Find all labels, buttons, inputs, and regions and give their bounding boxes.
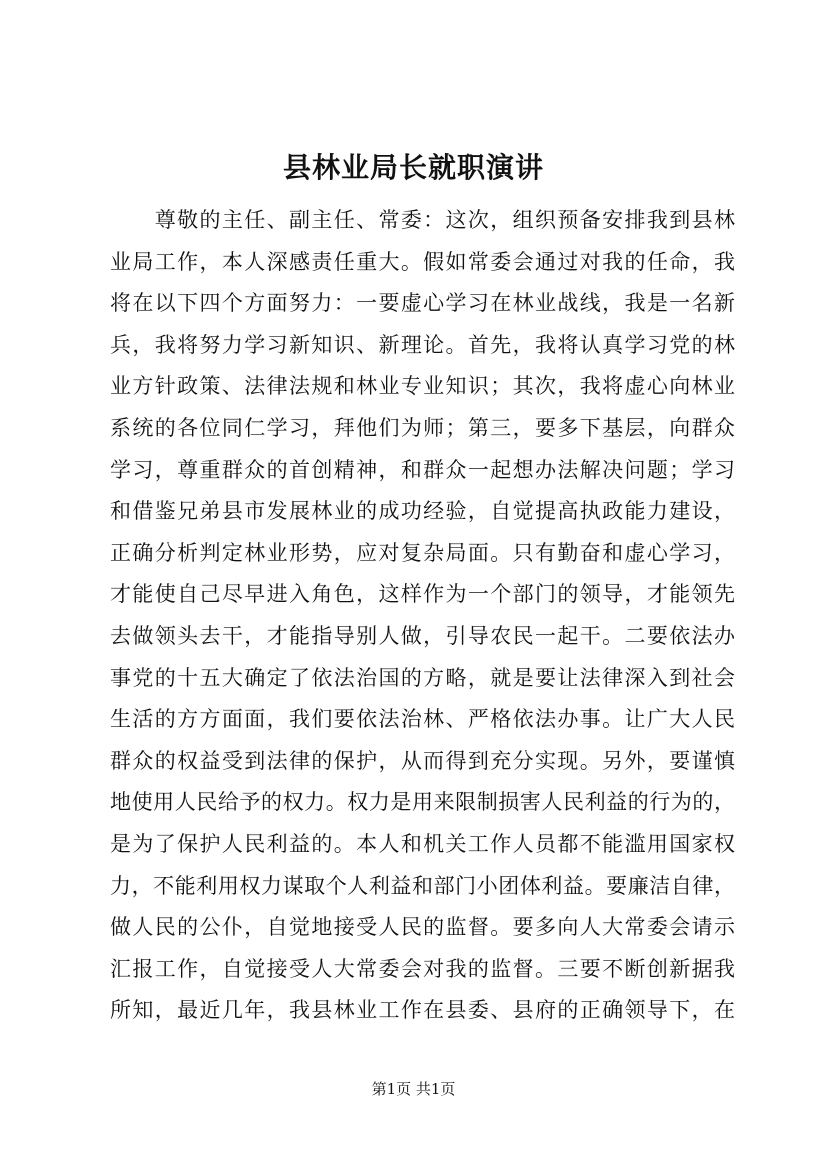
body-line: 力，不能利用权力谋取个人利益和部门小团体利益。要廉洁自律， [110,873,735,898]
body-line: 才能使自己尽早进入角色，这样作为一个部门的领导，才能领先 [110,582,735,607]
body-line: 做人民的公仆，自觉地接受人民的监督。要多向人大常委会请示 [110,915,735,940]
body-line: 生活的方方面面，我们要依法治林、严格依法办事。让广大人民 [110,707,735,732]
body-line: 群众的权益受到法律的保护，从而得到充分实现。另外，要谨慎 [110,748,735,773]
body-line: 学习，尊重群众的首创精神，和群众一起想办法解决问题；学习 [110,457,735,482]
body-line: 尊敬的主任、副主任、常委：这次，组织预备安排我到县林 [110,208,735,232]
body-line: 和借鉴兄弟县市发展林业的成功经验，自觉提高执政能力建设， [110,499,735,524]
page-footer: 第1页 共1页 [371,1080,456,1098]
body-line: 去做领头去干，才能指导别人做，引导农民一起干。二要依法办 [110,623,735,648]
body-line: 业局工作，本人深感责任重大。假如常委会通过对我的任命，我 [110,249,735,274]
body-line: 兵，我将努力学习新知识、新理论。首先，我将认真学习党的林 [110,332,735,357]
document-body [110,200,735,1032]
body-line: 正确分析判定林业形势，应对复杂局面。只有勤奋和虚心学习， [110,540,735,565]
body-line: 地使用人民给予的权力。权力是用来限制损害人民利益的行为的， [110,790,735,815]
body-line: 是为了保护人民利益的。本人和机关工作人员都不能滥用国家权 [110,831,735,856]
body-line: 所知，最近几年，我县林业工作在县委、县府的正确领导下，在 [110,998,735,1023]
document-title: 县林业局长就职演讲 [282,151,544,184]
body-line: 将在以下四个方面努力：一要虚心学习在林业战线，我是一名新 [110,291,735,316]
body-line: 汇报工作，自觉接受人大常委会对我的监督。三要不断创新据我 [110,956,735,981]
body-line: 事党的十五大确定了依法治国的方略，就是要让法律深入到社会 [110,665,735,690]
body-line: 系统的各位同仁学习，拜他们为师；第三，要多下基层，向群众 [110,415,735,440]
body-line: 业方针政策、法律法规和林业专业知识；其次，我将虚心向林业 [110,374,735,399]
